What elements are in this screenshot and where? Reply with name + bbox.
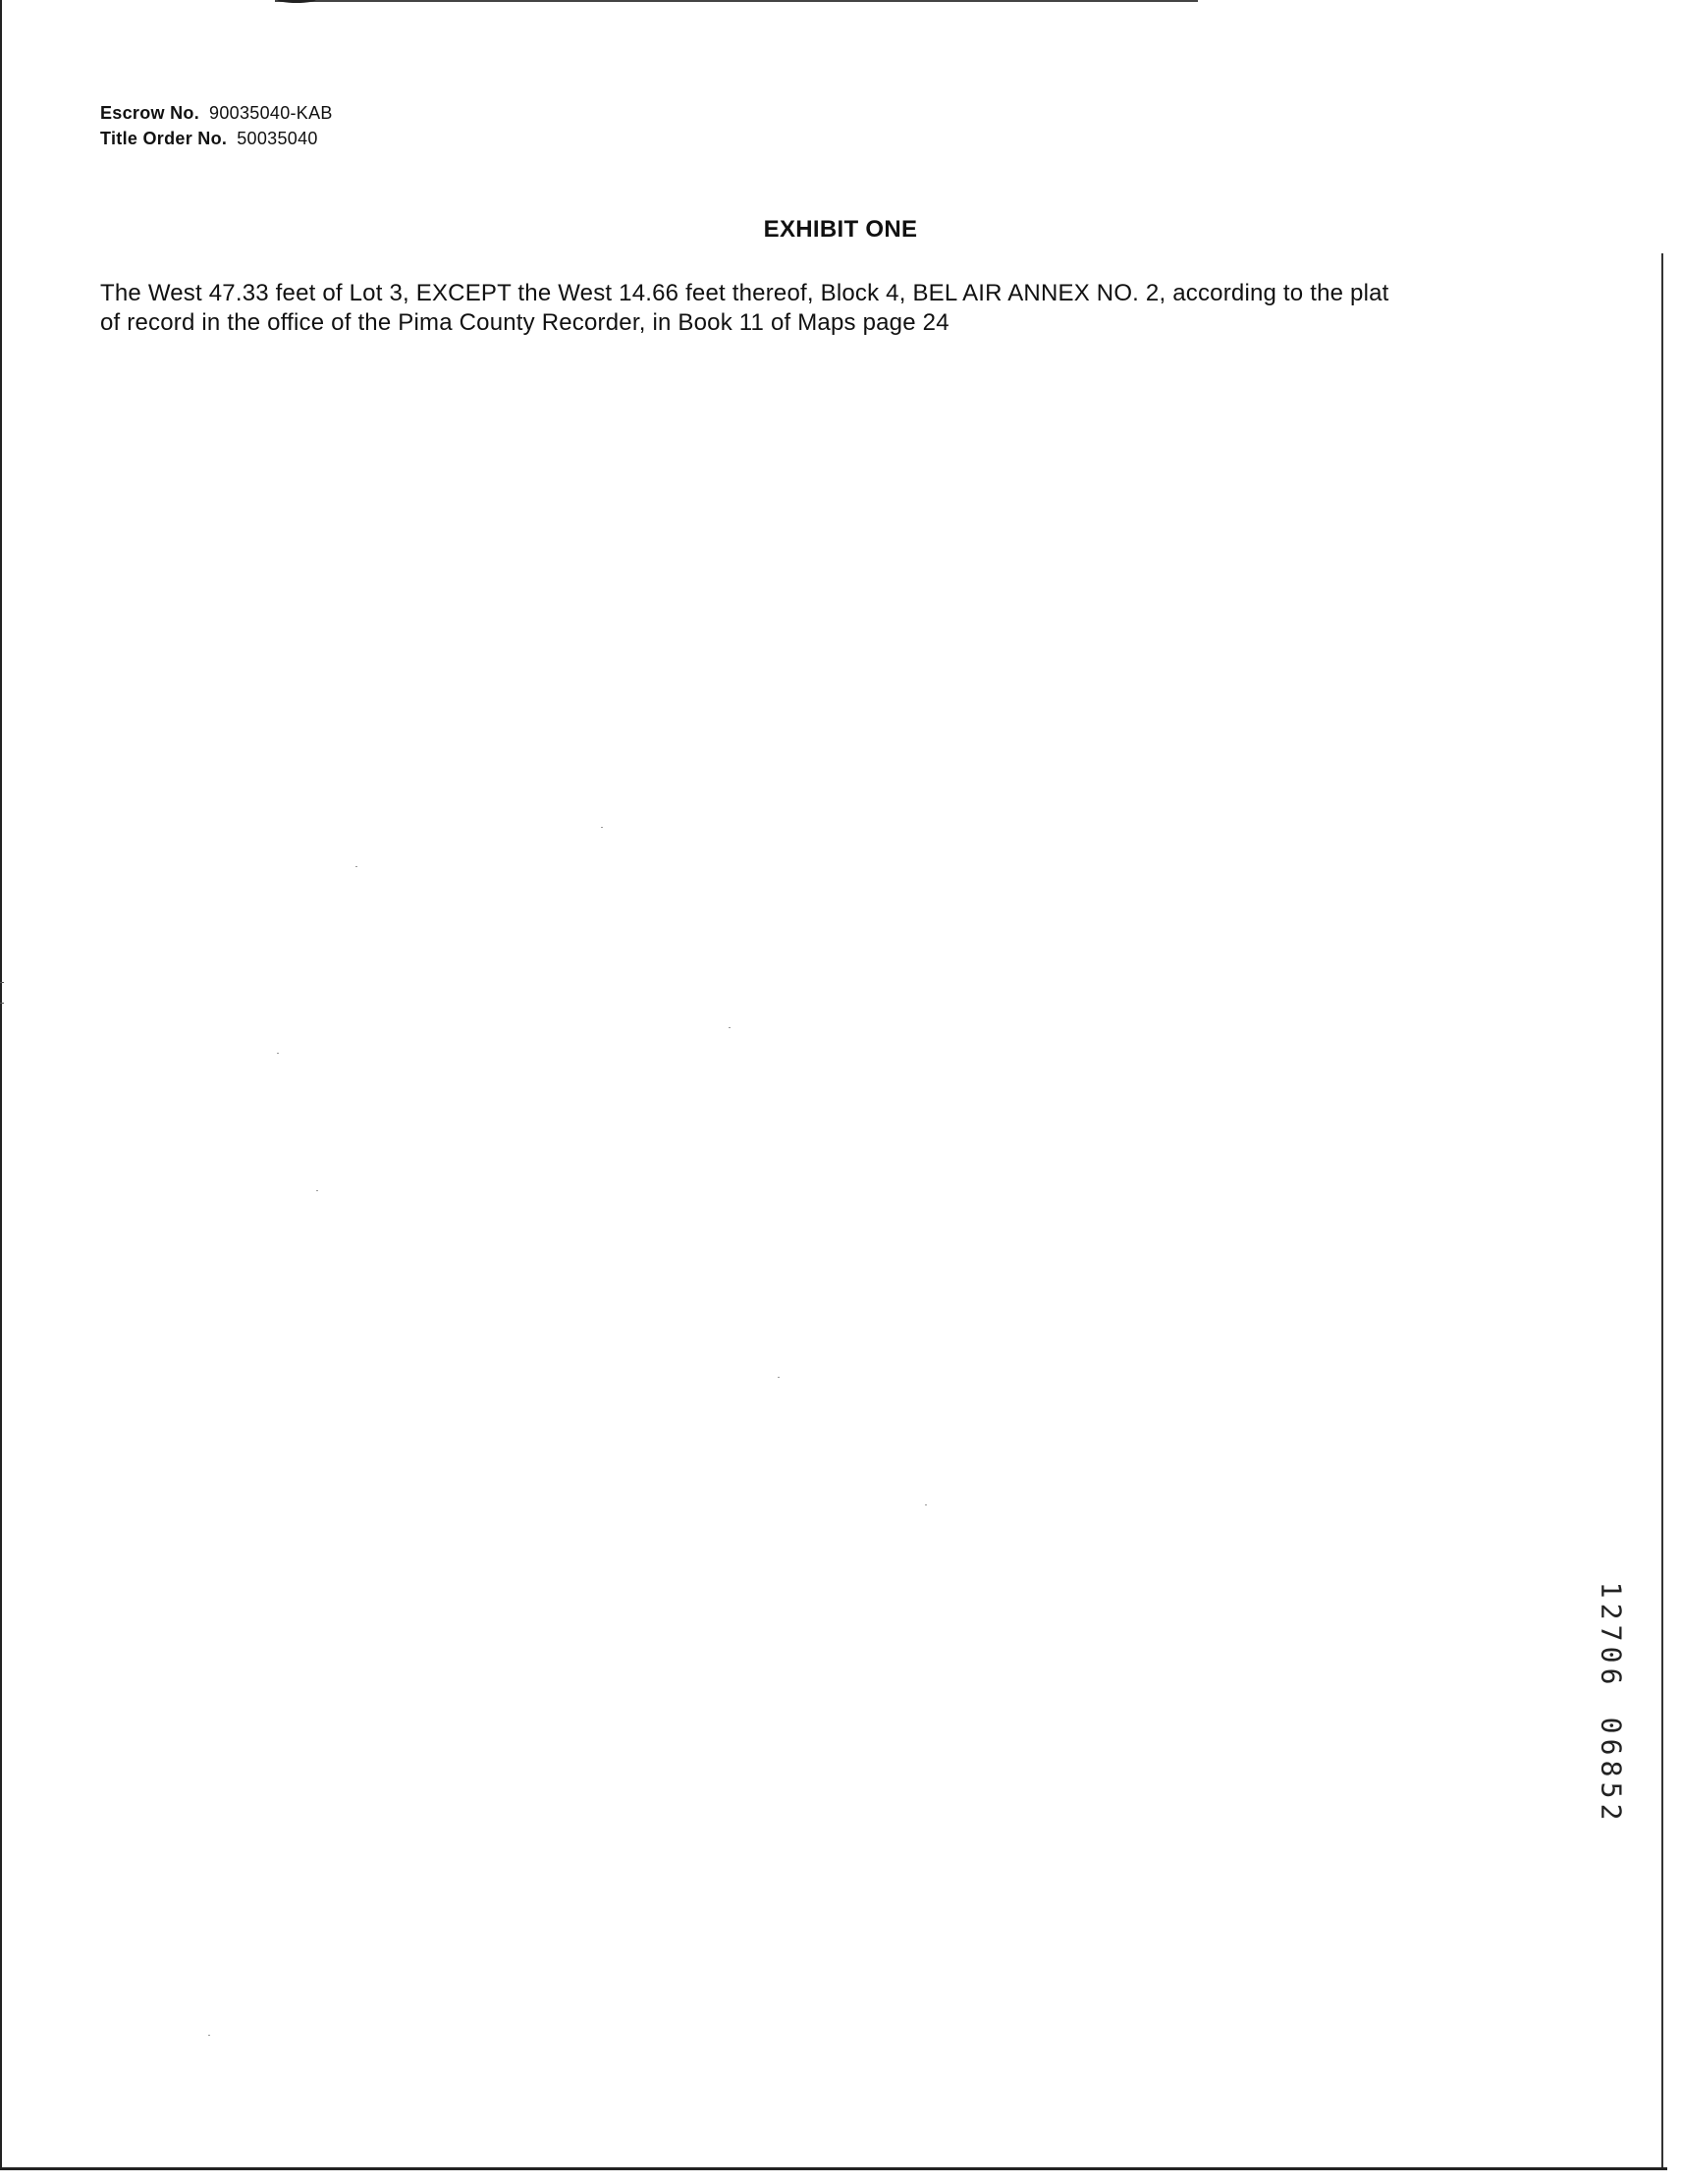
- recording-stamp: [1591, 1579, 1630, 1823]
- scan-speck: [355, 866, 357, 867]
- recording-stamp-docket: [1594, 1579, 1627, 1687]
- reference-numbers: [100, 100, 333, 151]
- stamp-page-digit: 5: [1594, 1781, 1627, 1799]
- stamp-page-digit: 0: [1594, 1717, 1627, 1734]
- scan-edge-right: [1661, 253, 1663, 2170]
- exhibit-title: EXHIBIT ONE: [763, 216, 918, 243]
- legal-description: [100, 279, 1602, 338]
- stamp-page-digit: 8: [1594, 1760, 1627, 1777]
- stamp-docket-digit: 2: [1594, 1603, 1627, 1620]
- title-order-label: Title Order No.: [100, 129, 228, 148]
- scan-speck: [729, 1027, 731, 1028]
- escrow-value: 90035040-KAB: [209, 103, 333, 123]
- scan-edge-mark: [277, 0, 316, 3]
- escrow-number-line: [100, 100, 333, 126]
- scan-speck: [208, 2035, 210, 2036]
- stamp-page-digit: 2: [1594, 1803, 1627, 1821]
- scan-edge-top: [275, 0, 1198, 2]
- scan-speck: [925, 1504, 927, 1505]
- stamp-page-digit: 6: [1594, 1738, 1627, 1756]
- scan-speck: [277, 1053, 279, 1054]
- stamp-docket-digit: 1: [1594, 1581, 1627, 1599]
- stamp-docket-digit: 6: [1594, 1667, 1627, 1685]
- scan-edge-ticks: [0, 982, 4, 1004]
- stamp-docket-digit: 0: [1594, 1646, 1627, 1664]
- legal-description-line-1: The West 47.33 feet of Lot 3, EXCEPT the West 14.66 feet thereof, Block 4, BEL AIR ANNEX NO. 2, according to the plat: [100, 280, 1389, 306]
- title-order-line: [100, 126, 333, 151]
- scan-edge-bottom: [0, 2167, 1667, 2170]
- stamp-docket-digit: 7: [1594, 1624, 1627, 1642]
- scan-speck: [316, 1190, 318, 1191]
- title-order-value: 50035040: [237, 129, 318, 148]
- scan-speck: [601, 827, 603, 828]
- escrow-label: Escrow No.: [100, 103, 200, 123]
- scan-speck: [778, 1377, 780, 1378]
- scan-edge-left: [0, 0, 2, 2170]
- recording-stamp-page: [1594, 1715, 1627, 1823]
- legal-description-line-2: of record in the office of the Pima County Recorder, in Book 11 of Maps page 24: [100, 309, 949, 336]
